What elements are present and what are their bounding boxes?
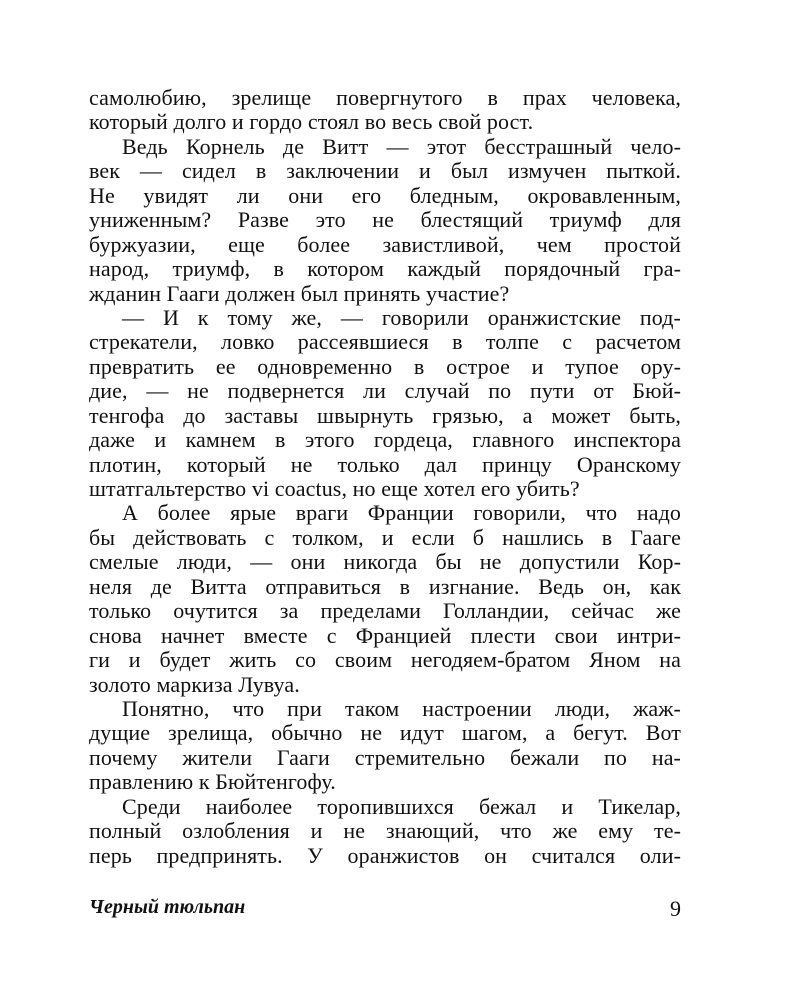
running-title: Черный тюльпан — [89, 896, 246, 918]
text-line: бы действовать с толком, и если б нашлись в Гааге — [89, 524, 681, 550]
text-line: самолюбию, зрелище повергнутого в прах человека, — [89, 85, 681, 110]
text-line: жданин Гааги должен был принять участие? — [89, 280, 510, 306]
text-line: А более ярые враги Франции говорили, что надо — [122, 500, 681, 526]
text-line: век — сидел в заключении и был измучен пыткой. — [89, 158, 681, 184]
text-line: превратить ее одновременно в острое и тупое ору- — [89, 353, 681, 379]
body-text — [89, 86, 681, 868]
text-line: снова начнет вместе с Францией плести свои интри- — [89, 622, 681, 648]
page-number: 9 — [670, 896, 681, 921]
text-line: Ведь Корнель де Витт — этот бесстрашный чело- — [122, 133, 681, 159]
text-line: неля де Витта отправиться в изгнание. Ведь он, как — [89, 573, 681, 599]
text-line: — И к тому же, — говорили оранжистские под- — [122, 304, 681, 330]
page-footer — [89, 896, 681, 924]
text-line: который долго и гордо стоял во весь свой рост. — [89, 109, 534, 135]
text-line: перь предпринять. У оранжистов он считался оли- — [89, 842, 681, 868]
text-line: дущие зрелища, обычно не идут шагом, а бегут. Вот — [89, 720, 681, 746]
text-line: штатгальтерство vi coactus, но еще хотел его убить? — [89, 476, 580, 501]
text-line: почему жители Гааги стремительно бежали по на- — [89, 744, 681, 770]
text-line: ги и будет жить со своим негодяем-братом Яном на — [89, 647, 681, 673]
text-line: золото маркиза Лувуа. — [89, 671, 300, 697]
text-line: униженным? Разве это не блестящий триумф для — [89, 207, 681, 233]
text-line: Среди наиболее торопившихся бежал и Тикелар, — [122, 793, 681, 819]
text-line: Понятно, что при таком настроении люди, жаж- — [122, 695, 681, 721]
text-line: плотин, который не только дал принцу Оранскому — [89, 451, 681, 477]
text-line: дие, — не подвернется ли случай по пути от Бюй- — [89, 378, 681, 404]
text-line: буржуазии, еще более завистливой, чем простой — [89, 231, 681, 257]
text-line: правлению к Бюйтенгофу. — [89, 769, 336, 795]
text-line: даже и камнем в этого гордеца, главного инспектора — [89, 427, 681, 453]
text-line: только очутится за пределами Голландии, сейчас же — [89, 598, 681, 624]
text-line: Не увидят ли они его бледным, окровавленным, — [89, 182, 681, 208]
text-line: стрекатели, ловко рассеявшиеся в толпе с расчетом — [89, 329, 681, 355]
text-line: народ, триумф, в котором каждый порядочный гра- — [89, 256, 681, 282]
text-line: тенгофа до заставы швырнуть грязью, а может быть, — [89, 402, 681, 428]
text-line: смелые люди, — они никогда бы не допустили Кор- — [89, 549, 681, 575]
text-line: полный озлобления и не знающий, что же ему те- — [89, 818, 681, 844]
